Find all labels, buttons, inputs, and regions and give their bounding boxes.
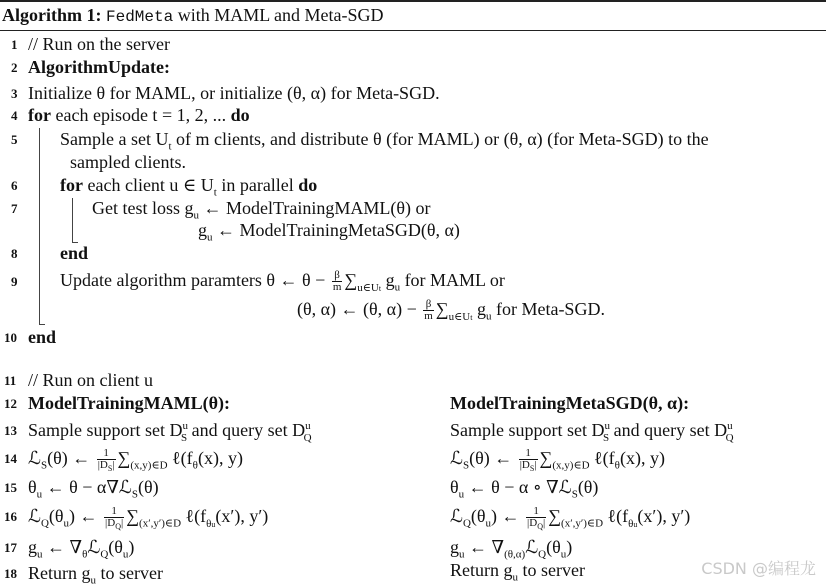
end-outer: end bbox=[28, 327, 57, 347]
metasgd-query-loss-line: $ℒ_Q(\theta_u)$ ← $\frac{1}{|D_Q|}$ $\sum_{(x',y')\in D}$ $\ell(f_{\theta u}(x')$, y′) bbox=[450, 505, 691, 532]
metasgd-return-line: Return $g_u$ to server bbox=[450, 560, 585, 584]
sum-symbol: ∑ bbox=[344, 270, 358, 290]
get-test-loss-alt-rest: ← ModelTrainingMetaSGD(θ, α) bbox=[217, 220, 460, 240]
sub-t: t bbox=[168, 140, 172, 153]
top-rule bbox=[0, 0, 826, 2]
maml-sample-line: Sample support set $D^u_S$ and query set $D^u_Q$ bbox=[28, 420, 312, 444]
maml-adapt-line: $\theta_u$ ← θ − α∇ℒ$_S$(θ) bbox=[28, 477, 159, 501]
sum-sub: u∈Ut bbox=[357, 281, 382, 294]
metasgd-arg: (θ, α): bbox=[642, 393, 690, 413]
sum-sub: u∈Ut bbox=[448, 310, 473, 323]
line-number: 9 bbox=[11, 274, 18, 289]
for-client-text: each client u ∈ U bbox=[87, 175, 214, 195]
end-inner: end bbox=[60, 243, 89, 263]
sub-u: u bbox=[207, 231, 213, 244]
line-number: 18 bbox=[4, 566, 17, 581]
update-alt-text: (θ, α) ← (θ, α) − bbox=[297, 299, 417, 319]
keyword-do: do bbox=[298, 175, 318, 195]
sub-u: u bbox=[394, 281, 401, 294]
line-number: 2 bbox=[11, 60, 18, 75]
get-test-loss-line bbox=[92, 197, 431, 222]
beta-over-m bbox=[332, 270, 343, 293]
line-number: 5 bbox=[11, 132, 18, 147]
metasgd-adapt-line: $\theta_u$ ← θ − α ∘ ∇ℒ$_S$(θ) bbox=[450, 477, 599, 501]
comment-client: // Run on client u bbox=[28, 370, 153, 390]
update-line bbox=[60, 269, 505, 293]
metasgd-name: ModelTrainingMetaSGD bbox=[450, 393, 643, 413]
init-line: Initialize θ for MAML, or initialize (θ, α) for Meta-SGD. bbox=[28, 83, 440, 103]
line-number: 7 bbox=[11, 201, 18, 216]
maml-support-loss-formula: ℒ$_S$(θ) ← $\frac{1}{|D_S|}$ $\sum_{(x,y)\in D}$ $\ell(f_\theta(x)$, y) bbox=[28, 447, 243, 474]
sample-text-b: of m clients, and distribute θ (for MAML) or (θ, α) (for Meta-SGD) to the bbox=[176, 129, 709, 149]
line-number: 10 bbox=[4, 330, 17, 345]
line-number: 6 bbox=[11, 178, 18, 193]
comment-server: // Run on the server bbox=[28, 34, 170, 54]
frac-den: m bbox=[332, 281, 342, 294]
for-episode-scope-bar bbox=[39, 128, 40, 324]
frac-num: β bbox=[332, 270, 343, 282]
metasgd-support-loss-formula: ℒ$_S$(θ) ← $\frac{1}{|D_S|}$ $\sum_{(x,y)\in D}$ $\ell(f_\theta(x)$, y) bbox=[450, 447, 665, 474]
metasgd-heading bbox=[450, 392, 689, 414]
get-test-loss-text: Get test loss g bbox=[92, 198, 194, 218]
beta-over-m bbox=[423, 299, 434, 322]
for-episode-scope-hook bbox=[39, 324, 45, 325]
frac-den: m bbox=[424, 310, 433, 323]
caption-mono: FedMeta bbox=[105, 8, 174, 26]
line-number: 15 bbox=[4, 480, 17, 495]
g-symbol: g bbox=[385, 270, 395, 290]
for-client-scope-bar bbox=[72, 198, 73, 242]
g-symbol: g bbox=[476, 299, 486, 319]
get-test-loss-alt-line bbox=[198, 219, 460, 244]
keyword-do: do bbox=[230, 105, 250, 125]
line-number: 8 bbox=[11, 246, 18, 261]
line-number: 16 bbox=[4, 509, 17, 524]
update-text: Update algorithm paramters θ ← θ − bbox=[60, 270, 326, 290]
algorithm-caption bbox=[2, 4, 384, 28]
maml-return-line: Return $g_u$ to server bbox=[28, 563, 163, 587]
line-number: 11 bbox=[4, 373, 17, 388]
sample-line bbox=[60, 128, 709, 153]
line-number: 14 bbox=[4, 451, 17, 466]
line-number: 13 bbox=[4, 423, 17, 438]
maml-gradient-line: $g_u$ ← $\nabla_\theta ℒ_Q(\theta_u)$ bbox=[28, 537, 135, 561]
sub-u: u bbox=[485, 310, 492, 323]
line-number: 1 bbox=[11, 37, 18, 52]
algorithm-update-heading: AlgorithmUpdate: bbox=[28, 57, 170, 77]
update-alt-line bbox=[297, 298, 605, 322]
update-tail: for MAML or bbox=[404, 270, 505, 290]
keyword-for: for bbox=[28, 105, 51, 125]
for-episode-text: each episode t = 1, 2, ... bbox=[55, 105, 227, 125]
watermark: CSDN @编程龙 bbox=[701, 559, 816, 578]
keyword-for: for bbox=[60, 175, 83, 195]
get-test-loss-rest: ← ModelTrainingMAML(θ) or bbox=[203, 198, 431, 218]
sample-line-cont: sampled clients. bbox=[70, 152, 186, 172]
line-number: 3 bbox=[11, 86, 18, 101]
for-client-parallel: in parallel bbox=[221, 175, 294, 195]
sum-symbol: ∑ bbox=[435, 299, 449, 319]
maml-arg: (θ): bbox=[202, 393, 231, 413]
caption-rule bbox=[0, 30, 826, 31]
sample-text-a: Sample a set U bbox=[60, 129, 169, 149]
for-client-line bbox=[60, 174, 318, 199]
maml-heading bbox=[28, 392, 230, 414]
update-alt-tail: for Meta-SGD. bbox=[495, 299, 605, 319]
frac-num: β bbox=[423, 299, 434, 311]
line-number: 4 bbox=[11, 108, 18, 123]
caption-rest: with MAML and Meta-SGD bbox=[177, 5, 384, 25]
metasgd-gradient-line: $g_u$ ← $\nabla_{(\theta,\alpha)}ℒ_Q(\theta_u)$ bbox=[450, 537, 573, 561]
maml-name: ModelTrainingMAML bbox=[28, 393, 203, 413]
sub-u: u bbox=[193, 209, 199, 222]
metasgd-sample-line: Sample support set $D^u_S$ and query set $D^u_Q$ bbox=[450, 420, 734, 444]
caption-label: Algorithm 1: bbox=[2, 5, 102, 25]
sub-t: t bbox=[213, 186, 217, 199]
g-symbol: g bbox=[198, 220, 207, 240]
line-number: 12 bbox=[4, 396, 17, 411]
maml-query-loss-line: $ℒ_Q(\theta_u)$ ← $\frac{1}{|D_Q|}$ $\sum_{(x',y')\in D}$ $\ell(f_{\theta u}(x')$, y′) bbox=[28, 505, 269, 532]
line-number: 17 bbox=[4, 540, 17, 555]
for-episode-line bbox=[28, 104, 250, 126]
